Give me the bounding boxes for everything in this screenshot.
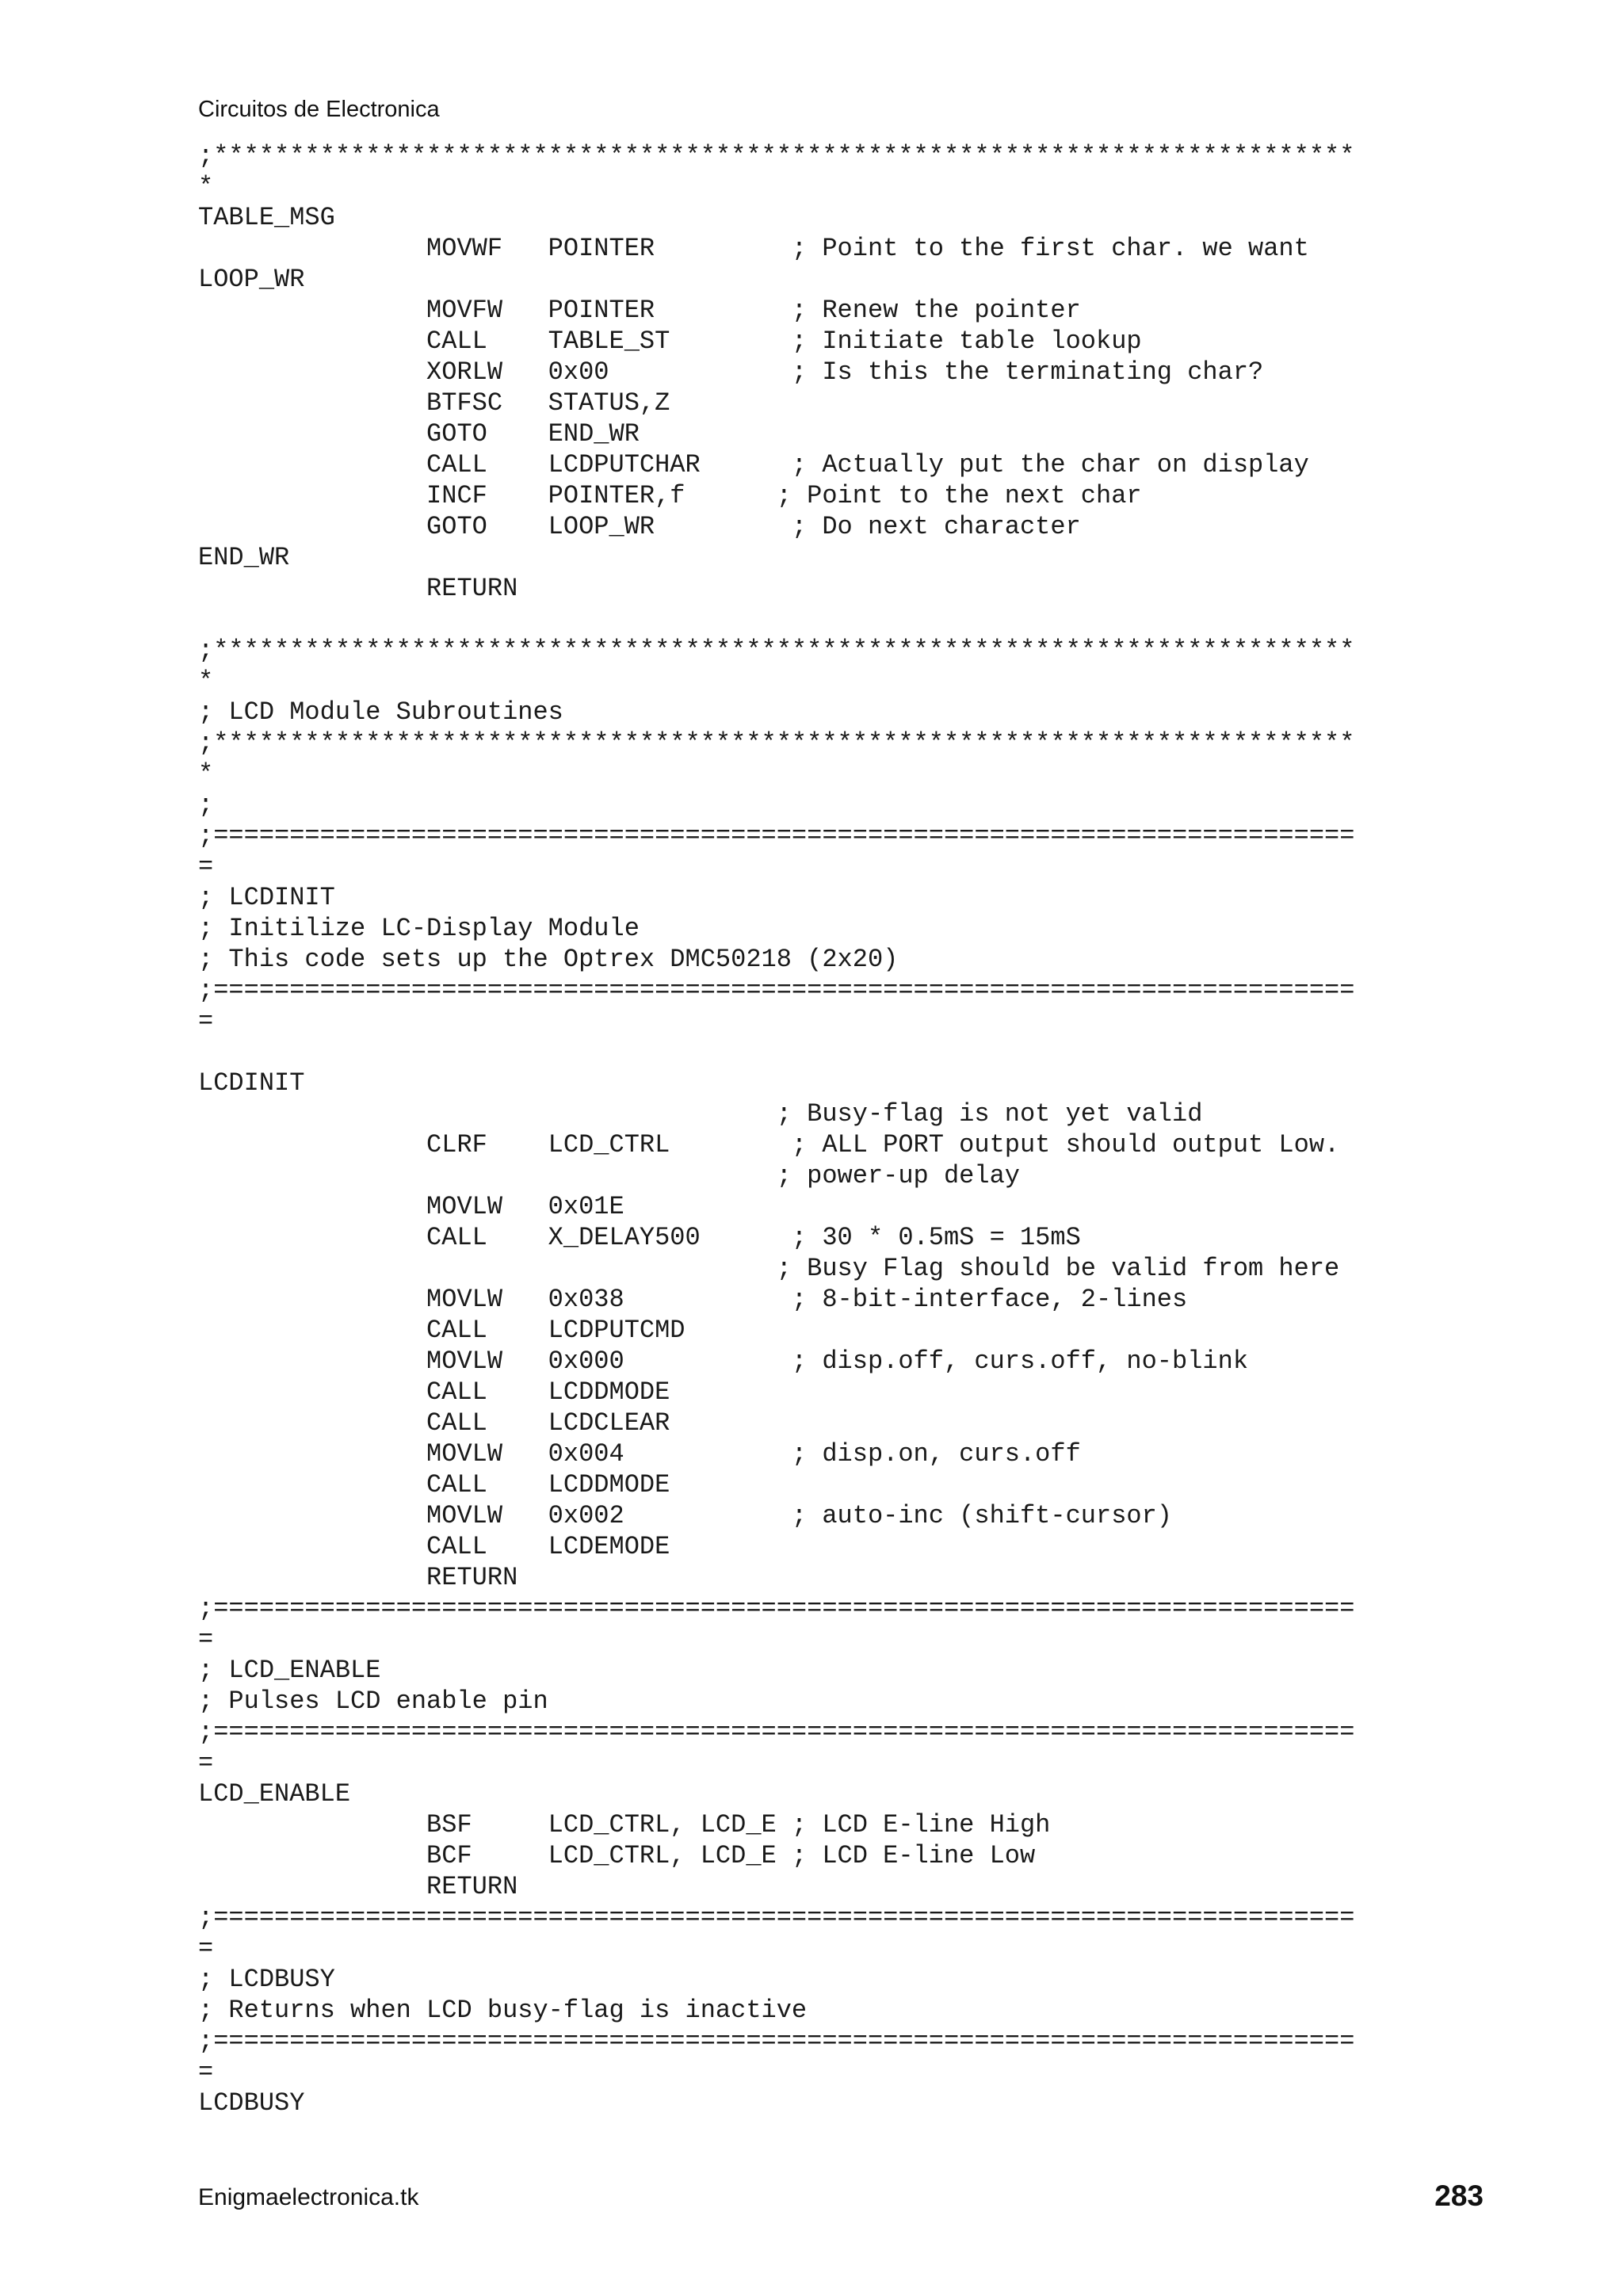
code-line: LCDBUSY bbox=[198, 2088, 305, 2118]
code-line: CALL LCDDMODE bbox=[198, 1470, 670, 1499]
code-line: CLRF LCD_CTRL ; ALL PORT output should output Low. bbox=[198, 1130, 1340, 1159]
code-line: ; power-up delay bbox=[198, 1161, 1020, 1190]
code-line: MOVLW 0x002 ; auto-inc (shift-cursor) bbox=[198, 1501, 1172, 1530]
code-line: RETURN bbox=[198, 1872, 518, 1901]
code-line: END_WR bbox=[198, 543, 290, 572]
code-line: ;=========================================================================== bbox=[198, 1903, 1355, 1932]
code-line bbox=[198, 1037, 1354, 1068]
code-line: GOTO END_WR bbox=[198, 419, 640, 449]
code-line: ; LCDBUSY bbox=[198, 1965, 335, 1994]
code-line: * bbox=[198, 172, 214, 201]
page-number: 283 bbox=[1434, 2179, 1484, 2212]
code-line: CALL TABLE_ST ; Initiate table lookup bbox=[198, 327, 1142, 356]
footer-site: Enigmaelectronica.tk bbox=[198, 2184, 419, 2210]
code-line: = bbox=[198, 2057, 214, 2087]
assembly-code-listing bbox=[198, 140, 1354, 2118]
code-line: ; LCD Module Subroutines bbox=[198, 697, 563, 727]
code-line: BTFSC STATUS,Z bbox=[198, 388, 670, 418]
code-line: ; LCDINIT bbox=[198, 883, 335, 912]
code-line: ; Initilize LC-Display Module bbox=[198, 914, 640, 943]
code-line: TABLE_MSG bbox=[198, 203, 335, 232]
code-line: ; Returns when LCD busy-flag is inactive bbox=[198, 1996, 808, 2025]
code-line: ; Pulses LCD enable pin bbox=[198, 1687, 548, 1716]
code-line: MOVLW 0x01E bbox=[198, 1192, 624, 1221]
code-line: CALL X_DELAY500 ; 30 * 0.5mS = 15mS bbox=[198, 1223, 1081, 1252]
code-line: ;=========================================================================== bbox=[198, 821, 1355, 850]
code-line: CALL LCDPUTCHAR ; Actually put the char on display bbox=[198, 450, 1309, 479]
code-line: RETURN bbox=[198, 574, 518, 603]
code-line: = bbox=[198, 1625, 214, 1654]
code-line: MOVLW 0x000 ; disp.off, curs.off, no-blink bbox=[198, 1347, 1249, 1376]
code-line: MOVLW 0x038 ; 8-bit-interface, 2-lines bbox=[198, 1285, 1188, 1314]
code-line: ;*************************************************************************** bbox=[198, 141, 1355, 170]
code-line: = bbox=[198, 1934, 214, 1963]
code-line: ;=========================================================================== bbox=[198, 1594, 1355, 1623]
code-line: CALL LCDDMODE bbox=[198, 1377, 670, 1407]
code-line: ;*************************************************************************** bbox=[198, 728, 1355, 758]
code-line: MOVFW POINTER ; Renew the pointer bbox=[198, 296, 1081, 325]
code-line: RETURN bbox=[198, 1563, 518, 1592]
code-line: XORLW 0x00 ; Is this the terminating char? bbox=[198, 357, 1264, 387]
code-line: CALL LCDCLEAR bbox=[198, 1408, 670, 1438]
code-line: ;=========================================================================== bbox=[198, 2027, 1355, 2056]
code-line: LCD_ENABLE bbox=[198, 1779, 351, 1809]
running-header: Circuitos de Electronica bbox=[198, 97, 440, 122]
code-line: * bbox=[198, 759, 214, 789]
code-line: = bbox=[198, 1007, 214, 1036]
code-line: = bbox=[198, 1748, 214, 1778]
code-line: MOVWF POINTER ; Point to the first char. we want bbox=[198, 234, 1309, 263]
code-line bbox=[198, 604, 1354, 635]
code-line: ; This code sets up the Optrex DMC50218 (2x20) bbox=[198, 945, 899, 974]
code-line: ;*************************************************************************** bbox=[198, 636, 1355, 665]
code-line: GOTO LOOP_WR ; Do next character bbox=[198, 512, 1081, 541]
code-line: BCF LCD_CTRL, LCD_E ; LCD E-line Low bbox=[198, 1841, 1036, 1870]
code-line: BSF LCD_CTRL, LCD_E ; LCD E-line High bbox=[198, 1810, 1051, 1839]
code-line: ; LCD_ENABLE bbox=[198, 1656, 381, 1685]
code-line: LCDINIT bbox=[198, 1068, 305, 1098]
code-line: CALL LCDEMODE bbox=[198, 1532, 670, 1561]
code-line: ; Busy-flag is not yet valid bbox=[198, 1099, 1203, 1129]
code-line: * bbox=[198, 667, 214, 696]
code-line: ; bbox=[198, 790, 214, 819]
code-line: CALL LCDPUTCMD bbox=[198, 1316, 685, 1345]
code-line: ;=========================================================================== bbox=[198, 1717, 1355, 1747]
code-line: = bbox=[198, 852, 214, 881]
code-line: MOVLW 0x004 ; disp.on, curs.off bbox=[198, 1439, 1081, 1469]
code-line: ; Busy Flag should be valid from here bbox=[198, 1254, 1340, 1283]
code-line: INCF POINTER,f ; Point to the next char bbox=[198, 481, 1142, 510]
code-line: ;=========================================================================== bbox=[198, 976, 1355, 1005]
code-line: LOOP_WR bbox=[198, 265, 305, 294]
